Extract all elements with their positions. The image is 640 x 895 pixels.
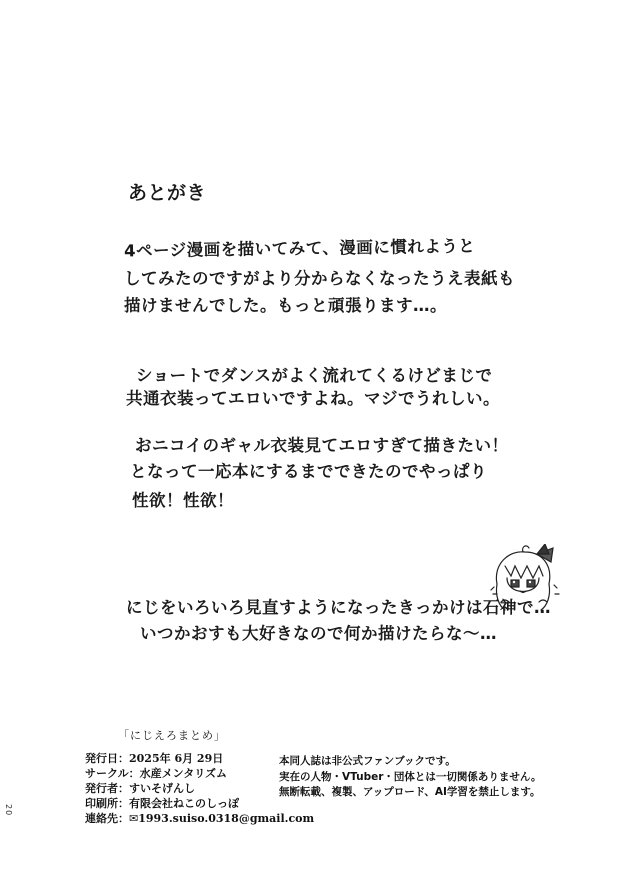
contact xyxy=(85,811,314,826)
contact-label: 連絡先： xyxy=(85,812,129,825)
afterword-line: ショートでダンスがよく流れてくるけどまじで xyxy=(136,366,493,385)
book-title: 「にじえろまとめ」 xyxy=(118,729,226,742)
circle-name: サークル：水産メンタリズム xyxy=(85,767,228,780)
legal-notice xyxy=(279,754,542,801)
notice-line: 無断転載、複製、アップロード、AI学習を禁止します。 xyxy=(279,786,541,798)
afterword-line: してみたのですがより分からなくなったうえ表紙も xyxy=(124,269,515,288)
printer: 印刷所：有限会社ねこのしっぽ xyxy=(85,797,239,810)
publisher: 発行者：すいそげんし xyxy=(85,782,195,795)
page-number: 20 xyxy=(4,804,13,817)
notice-line: 本同人誌は非公式ファンブックです。 xyxy=(279,755,456,767)
afterword-title: あとがき xyxy=(128,182,207,204)
afterword-line: 描けませんでした。もっと頑張ります…。 xyxy=(124,296,447,315)
afterword-line: 性欲！性欲！ xyxy=(132,491,234,510)
notice-line: 実在の人物・VTuber・団体とは一切関係ありません。 xyxy=(279,770,542,783)
afterword-line: いつかおすも大好きなので何か描けたらな〜… xyxy=(140,624,497,643)
contact-email: 1993.suiso.0318@gmail.com xyxy=(138,812,315,825)
afterword-line: 4ページ漫画を描いてみて、漫画に慣れようと xyxy=(123,236,476,261)
publish-date: 発行日：2025年 6月 29日 xyxy=(85,752,224,765)
chibi-character-sketch-icon xyxy=(483,544,565,614)
afterword-line: おニコイのギャル衣装見てエロすぎて描きたい！ xyxy=(135,436,509,455)
afterword-line: となって一応本にするまでできたのでやっぱり xyxy=(130,462,487,481)
mail-icon: ✉ xyxy=(129,812,139,825)
afterword-line: 共通衣装ってエロいですよね。マジでうれしい。 xyxy=(126,389,500,408)
afterword-line: にじをいろいろ見直すようになったきっかけは石神で… xyxy=(126,598,551,617)
